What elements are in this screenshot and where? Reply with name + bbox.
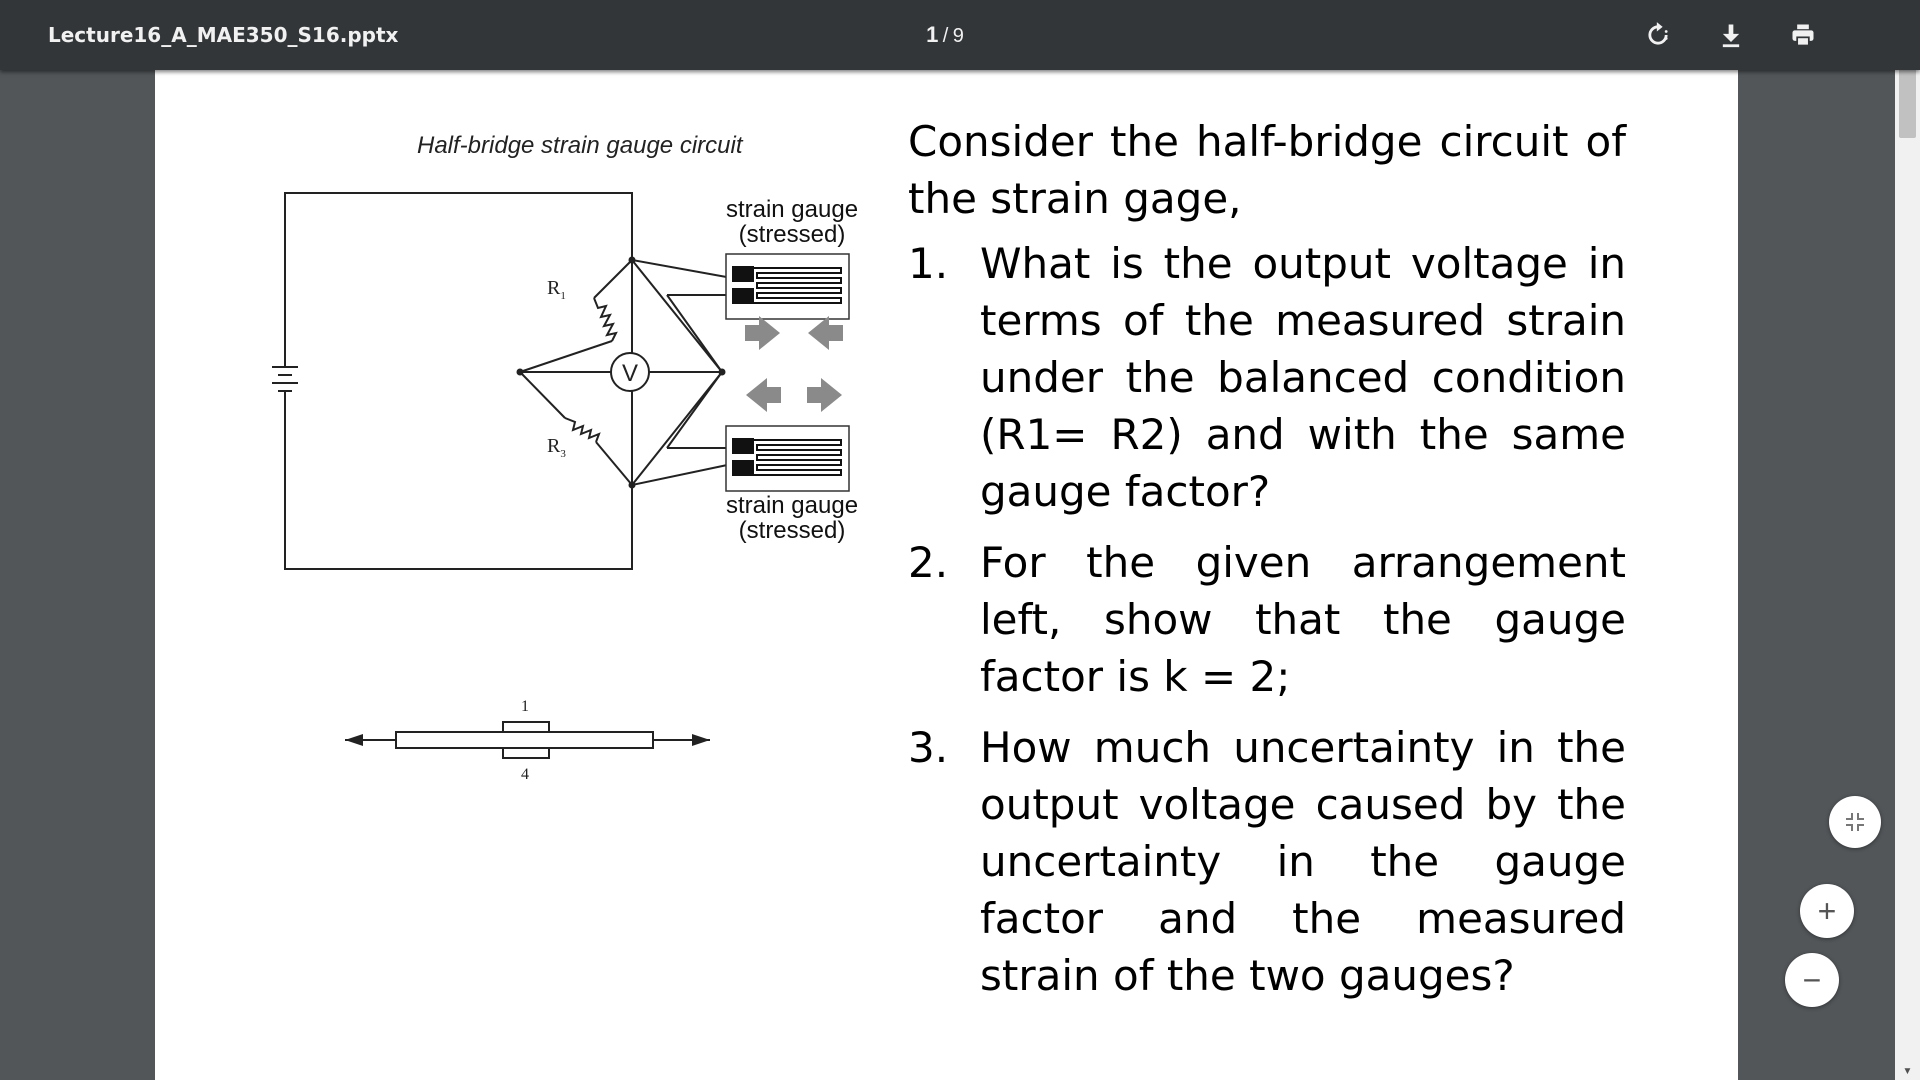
circuit-title: Half-bridge strain gauge circuit bbox=[417, 132, 743, 159]
question-item bbox=[908, 235, 1626, 520]
bar-gauge-label-1: 1 bbox=[521, 698, 529, 715]
download-button[interactable] bbox=[1713, 17, 1749, 53]
resistor-r3-letter: R bbox=[547, 435, 561, 457]
compression-arrows-icon bbox=[745, 316, 843, 350]
circuit-diagram bbox=[155, 70, 895, 790]
question-number: 3. bbox=[908, 723, 949, 772]
circuit-loop bbox=[285, 193, 632, 569]
tension-bar-diagram bbox=[345, 722, 710, 758]
fit-to-page-button[interactable] bbox=[1829, 796, 1881, 848]
slide-page bbox=[155, 70, 1738, 1080]
bar-gauge-label-4: 4 bbox=[521, 766, 529, 783]
question-item bbox=[908, 534, 1626, 705]
vertical-scrollbar[interactable] bbox=[1895, 0, 1920, 1080]
strain-gauge-bottom-label-line2: (stressed) bbox=[738, 517, 846, 544]
slide-text bbox=[908, 113, 1626, 1018]
resistor-r1-label bbox=[547, 277, 566, 302]
resistor-r3-subscript: 3 bbox=[560, 448, 566, 460]
current-page-number[interactable]: 1 bbox=[926, 22, 939, 47]
question-number: 1. bbox=[908, 239, 949, 288]
rotate-button[interactable] bbox=[1640, 17, 1676, 53]
strain-gauge-top-label-line2: (stressed) bbox=[738, 221, 846, 248]
resistor-r1-letter: R bbox=[547, 277, 561, 299]
voltmeter-label: V bbox=[621, 360, 639, 387]
question-item bbox=[908, 719, 1626, 1004]
battery-icon bbox=[263, 355, 307, 403]
zoom-in-button[interactable]: + bbox=[1800, 884, 1854, 938]
intro-paragraph: Consider the half-bridge circuit of the strain gage, bbox=[908, 117, 1626, 223]
fit-to-page-icon bbox=[1844, 811, 1866, 833]
resistor-r3-icon bbox=[565, 418, 599, 442]
strain-gauge-bottom-label bbox=[712, 493, 872, 543]
page-indicator bbox=[900, 0, 990, 70]
download-icon bbox=[1717, 21, 1745, 49]
strain-gauge-top-icon bbox=[726, 254, 849, 319]
tension-arrows-icon bbox=[746, 378, 842, 412]
document-title: Lecture16_A_MAE350_S16.pptx bbox=[48, 23, 399, 47]
zoom-out-button[interactable]: − bbox=[1785, 953, 1839, 1007]
strain-gauge-bottom-icon bbox=[726, 426, 849, 491]
resistor-r1-subscript: 1 bbox=[560, 290, 566, 302]
question-number: 2. bbox=[908, 538, 949, 587]
question-text: How much uncertainty in the output voltage caused by the uncertainty in the gauge factor and the measured strain of the two gauges? bbox=[980, 723, 1626, 1000]
strain-gauge-bottom-label-line1: strain gauge bbox=[725, 492, 859, 519]
question-list bbox=[908, 235, 1626, 1004]
strain-gauge-top-label-line1: strain gauge bbox=[725, 196, 859, 223]
pdf-toolbar bbox=[0, 0, 1920, 70]
question-text: What is the output voltage in terms of the measured strain under the balanced condition (R1= R2) and with the same gauge factor? bbox=[980, 239, 1626, 516]
total-pages: 9 bbox=[952, 25, 964, 47]
rotate-icon bbox=[1644, 21, 1672, 49]
strain-gauge-top-label bbox=[712, 197, 872, 247]
question-text: For the given arrangement left, show that the gauge factor is k = 2; bbox=[980, 538, 1626, 701]
print-icon bbox=[1789, 21, 1817, 49]
resistor-r1-icon bbox=[594, 298, 616, 341]
print-button[interactable] bbox=[1785, 17, 1821, 53]
resistor-r3-label bbox=[547, 435, 566, 460]
page-separator: / bbox=[942, 25, 949, 47]
scroll-down-arrow[interactable]: ▼ bbox=[1902, 1066, 1913, 1077]
